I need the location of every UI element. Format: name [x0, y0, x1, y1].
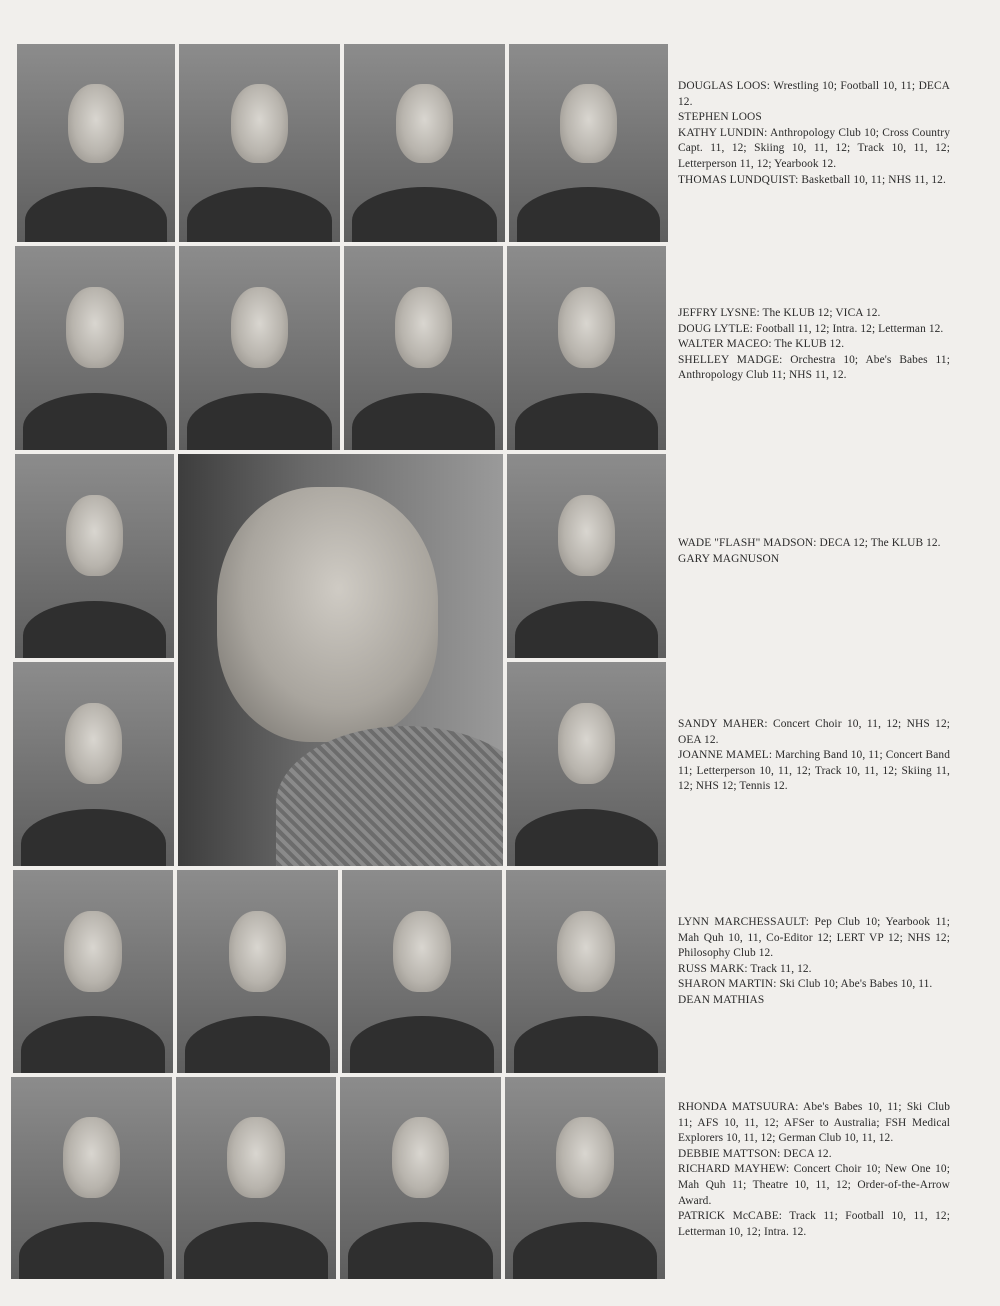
caption-line: THOMAS LUNDQUIST: Basketball 10, 11; NHS 11, 12. — [678, 173, 946, 186]
portrait-rhonda-matsuura — [11, 1077, 172, 1279]
portrait-stephen-loos — [179, 44, 340, 242]
portrait-sharon-martin — [342, 870, 502, 1073]
caption-line: SHELLEY MADGE: Orchestra 10; Abe's Babes 11; Anthropology Club 11; NHS 11, 12. — [678, 353, 950, 382]
feature-photo-student-closeup — [178, 454, 503, 866]
portrait-douglas-loos — [17, 44, 175, 242]
portrait-debbie-mattson — [176, 1077, 336, 1279]
caption-line: WALTER MACEO: The KLUB 12. — [678, 338, 845, 351]
caption-line: DEBBIE MATTSON: DECA 12. — [678, 1147, 832, 1160]
portrait-doug-lytle — [179, 246, 340, 450]
caption-line: DOUG LYTLE: Football 11, 12; Intra. 12; Letterman 12. — [678, 322, 944, 335]
portrait-richard-mayhew — [340, 1077, 501, 1279]
caption-line: SHARON MARTIN: Ski Club 10; Abe's Babes 10, 11. — [678, 978, 933, 991]
caption-line: LYNN MARCHESSAULT: Pep Club 10; Yearbook 11; Mah Quh 10, 11, Co-Editor 12; LERT VP 12; NHS 12; Philosophy Club 12. — [678, 916, 950, 960]
caption-line: WADE "FLASH" MADSON: DECA 12; The KLUB 12. — [678, 537, 941, 549]
portrait-walter-maceo — [344, 246, 503, 450]
portrait-russ-mark — [177, 870, 338, 1073]
portrait-wade-madson-left — [15, 454, 174, 658]
caption-block-row4 — [678, 717, 950, 795]
caption-line: PATRICK McCABE: Track 11; Football 10, 11, 12; Letterman 10, 12; Intra. 12. — [678, 1210, 950, 1238]
portrait-patrick-mccabe — [505, 1077, 665, 1279]
portrait-dean-mathias — [506, 870, 666, 1073]
portrait-gary-magnuson — [507, 454, 666, 658]
caption-line: DEAN MATHIAS — [678, 993, 765, 1006]
caption-block-row1 — [678, 79, 950, 188]
portrait-jeffry-lysne — [15, 246, 175, 450]
caption-line: JOANNE MAMEL: Marching Band 10, 11; Concert Band 11; Letterperson 10, 11, 12; Track 10, 11, 12; Skiing 11, 12; NHS 12; Tennis 12. — [678, 749, 950, 793]
caption-line: JEFFRY LYSNE: The KLUB 12; VICA 12. — [678, 307, 881, 319]
portrait-lynn-marchessault — [13, 870, 173, 1073]
portrait-shelley-madge — [507, 246, 666, 450]
caption-line: RICHARD MAYHEW: Concert Choir 10; New One 10; Mah Quh 11; Theatre 10, 11, 12; Order-of-the-Arrow Award. — [678, 1163, 950, 1207]
caption-line: GARY MAGNUSON — [678, 552, 780, 565]
portrait-joanne-mamel — [507, 662, 666, 866]
caption-line: KATHY LUNDIN: Anthropology Club 10; Cross Country Capt. 11, 12; Skiing 10, 11, 12; Track 10, 11, 12; Letterperson 11, 12; Yearbook 12. — [678, 126, 950, 170]
caption-line: SANDY MAHER: Concert Choir 10, 11, 12; NHS 12; OEA 12. — [678, 718, 950, 746]
caption-line: STEPHEN LOOS — [678, 111, 762, 124]
portrait-kathy-lundin — [344, 44, 505, 242]
caption-block-row3 — [678, 536, 950, 567]
caption-line: RUSS MARK: Track 11, 12. — [678, 962, 812, 975]
caption-line: RHONDA MATSUURA: Abe's Babes 10, 11; Ski Club 11; AFS 10, 11, 12; AFSer to Australia; FSH Medical Explorers 10, 11, 12; German Club 10, 11, 12. — [678, 1101, 950, 1145]
portrait-sandy-maher — [13, 662, 174, 866]
caption-block-row2 — [678, 306, 950, 384]
caption-block-row6 — [678, 1100, 950, 1240]
caption-line: DOUGLAS LOOS: Wrestling 10; Football 10, 11; DECA 12. — [678, 80, 950, 108]
portrait-thomas-lundquist — [509, 44, 668, 242]
caption-block-row5 — [678, 915, 950, 1009]
